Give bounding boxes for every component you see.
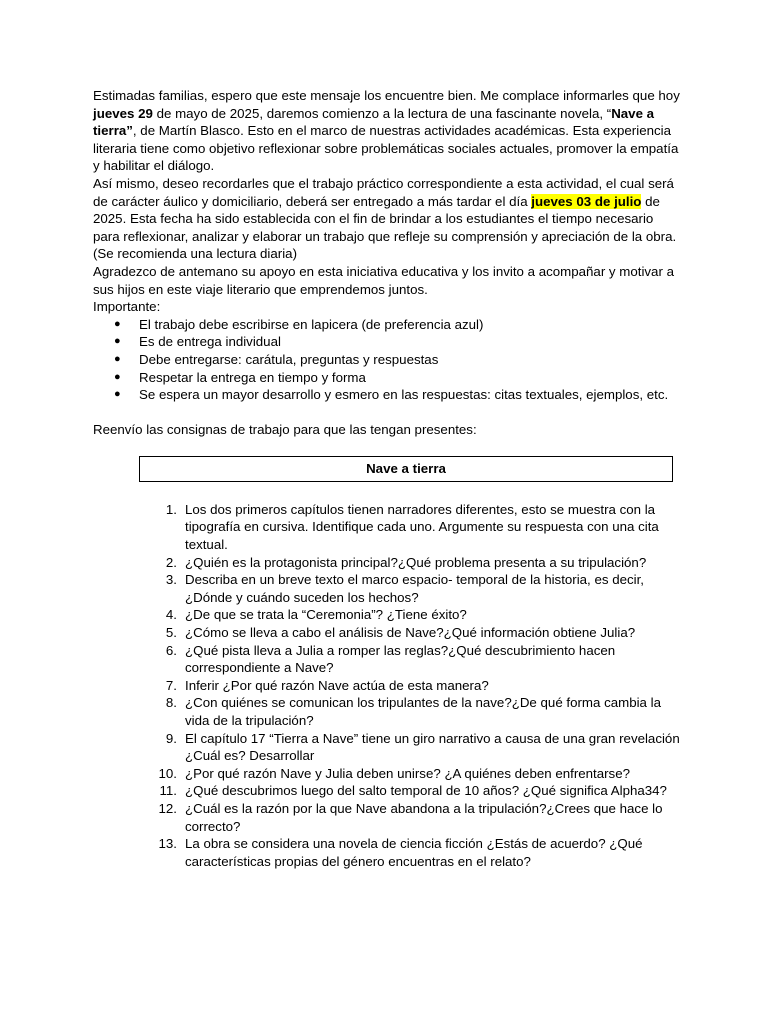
requirements-list (93, 316, 683, 404)
question-text: ¿Cómo se lleva a cabo el análisis de Nave?¿Qué información obtiene Julia? (185, 625, 636, 641)
document-content (93, 87, 683, 870)
question-item (93, 606, 683, 624)
intro-text: Estimadas familias, espero que este mensaje los encuentre bien. Me complace informarles que hoy (93, 88, 680, 103)
question-item (93, 677, 683, 695)
question-item (93, 642, 683, 677)
question-number: 12. (158, 800, 177, 816)
question-number: 9. (165, 730, 177, 746)
question-number: 1. (165, 501, 177, 517)
question-item (93, 730, 683, 765)
section-title: Nave a tierra (366, 461, 446, 477)
question-number: 3. (165, 572, 177, 588)
question-item (93, 694, 683, 729)
intro-paragraph (93, 87, 683, 175)
list-item: ● Es de entrega individual (93, 333, 683, 351)
deadline-paragraph (93, 175, 683, 263)
deadline-date-highlight: jueves 03 de julio (531, 193, 642, 209)
list-item: ● Debe entregarse: carátula, preguntas y respuestas (93, 351, 683, 369)
question-item (93, 835, 683, 870)
question-number: 2. (165, 554, 177, 570)
list-item: ● Respetar la entrega en tiempo y forma (93, 369, 683, 387)
question-number: 8. (165, 695, 177, 711)
question-text: ¿De que se trata la “Ceremonia”? ¿Tiene éxito? (185, 607, 467, 623)
question-text: ¿Por qué razón Nave y Julia deben unirse? ¿A quiénes deben enfrentarse? (185, 765, 630, 781)
questions-list (93, 501, 683, 870)
resend-note: Reenvío las consignas de trabajo para que las tengan presentes: (93, 422, 477, 438)
question-item (93, 782, 683, 800)
question-text: ¿Qué descubrimos luego del salto temporal de 10 años? ¿Qué significa Alpha34? (185, 783, 667, 799)
question-text: ¿Cuál es la razón por la que Nave abandona a la tripulación?¿Crees que hace lo correcto? (185, 800, 663, 834)
list-item: ● Se espera un mayor desarrollo y esmero en las respuestas: citas textuales, ejemplos, etc. (93, 386, 683, 404)
intro-text: , de Martín Blasco. Esto en el marco de nuestras actividades académicas. Esta experiencia literaria tiene como objetivo reflexionar sobre problemáticas sociales actuales, promover la empatía y habilitar el diálogo. (93, 123, 679, 174)
question-number: 4. (165, 607, 177, 623)
question-item (93, 765, 683, 783)
question-text: Los dos primeros capítulos tienen narradores diferentes, esto se muestra con la tipografía en cursiva. Identifique cada uno. Argumente su respuesta con una cita textual. (185, 501, 659, 553)
question-text: ¿Con quiénes se comunican los tripulantes de la nave?¿De qué forma cambia la vida de la tripulación? (185, 695, 661, 728)
question-item (93, 624, 683, 642)
book-title: Nave a tierra” (93, 105, 655, 139)
question-text: ¿Quién es la protagonista principal?¿Qué problema presenta a su tripulación? (185, 554, 647, 570)
question-number: 13. (158, 836, 177, 852)
question-number: 7. (165, 677, 177, 693)
list-item: ● El trabajo debe escribirse en lapicera (de preferencia azul) (93, 316, 683, 334)
question-item (93, 501, 683, 554)
question-item (93, 554, 683, 572)
question-number: 6. (165, 642, 177, 658)
thanks-paragraph: Agradezco de antemano su apoyo en esta iniciativa educativa y los invito a acompañar y motivar a sus hijos en este viaje literario que emprendemos juntos. (93, 263, 674, 297)
question-text: Describa en un breve texto el marco espacio- temporal de la historia, es decir, ¿Dónde y cuándo suceden los hechos? (185, 572, 644, 605)
question-text: Inferir ¿Por qué razón Nave actúa de esta manera? (185, 677, 489, 693)
question-text: La obra se considera una novela de ciencia ficción ¿Estás de acuerdo? ¿Qué características propias del género encuentras en el relato? (185, 836, 643, 869)
spacer (93, 404, 683, 422)
intro-text: de mayo de 2025, daremos comienzo a la lectura de una fascinante novela, “ (152, 105, 612, 121)
question-item (93, 571, 683, 606)
question-item (93, 800, 683, 835)
question-text: ¿Qué pista lleva a Julia a romper las reglas?¿Qué descubrimiento hacen correspondiente a Nave? (185, 642, 616, 676)
question-number: 11. (159, 783, 177, 799)
start-date: jueves 29 (93, 105, 153, 121)
deadline-text: Así mismo, deseo recordarles que el trabajo práctico correspondiente a esta actividad, el cual será de carácter áulico y domiciliario, deberá ser entregado a más tardar el día (93, 175, 674, 209)
question-number: 10. (158, 765, 177, 781)
question-number: 5. (165, 625, 177, 641)
important-label: Importante: (93, 299, 161, 315)
section-title-box (139, 456, 673, 482)
question-text: El capítulo 17 “Tierra a Nave” tiene un giro narrativo a causa de una gran revelación ¿Cuál es? Desarrollar (185, 730, 680, 764)
deadline-text: de 2025. Esta fecha ha sido establecida con el fin de brindar a los estudiantes el tiempo necesario para reflexionar, analizar y elaborar un trabajo que refleje su comprensión y apreciación de la obra. (Se recomienda una lectura diaria) (93, 193, 677, 262)
